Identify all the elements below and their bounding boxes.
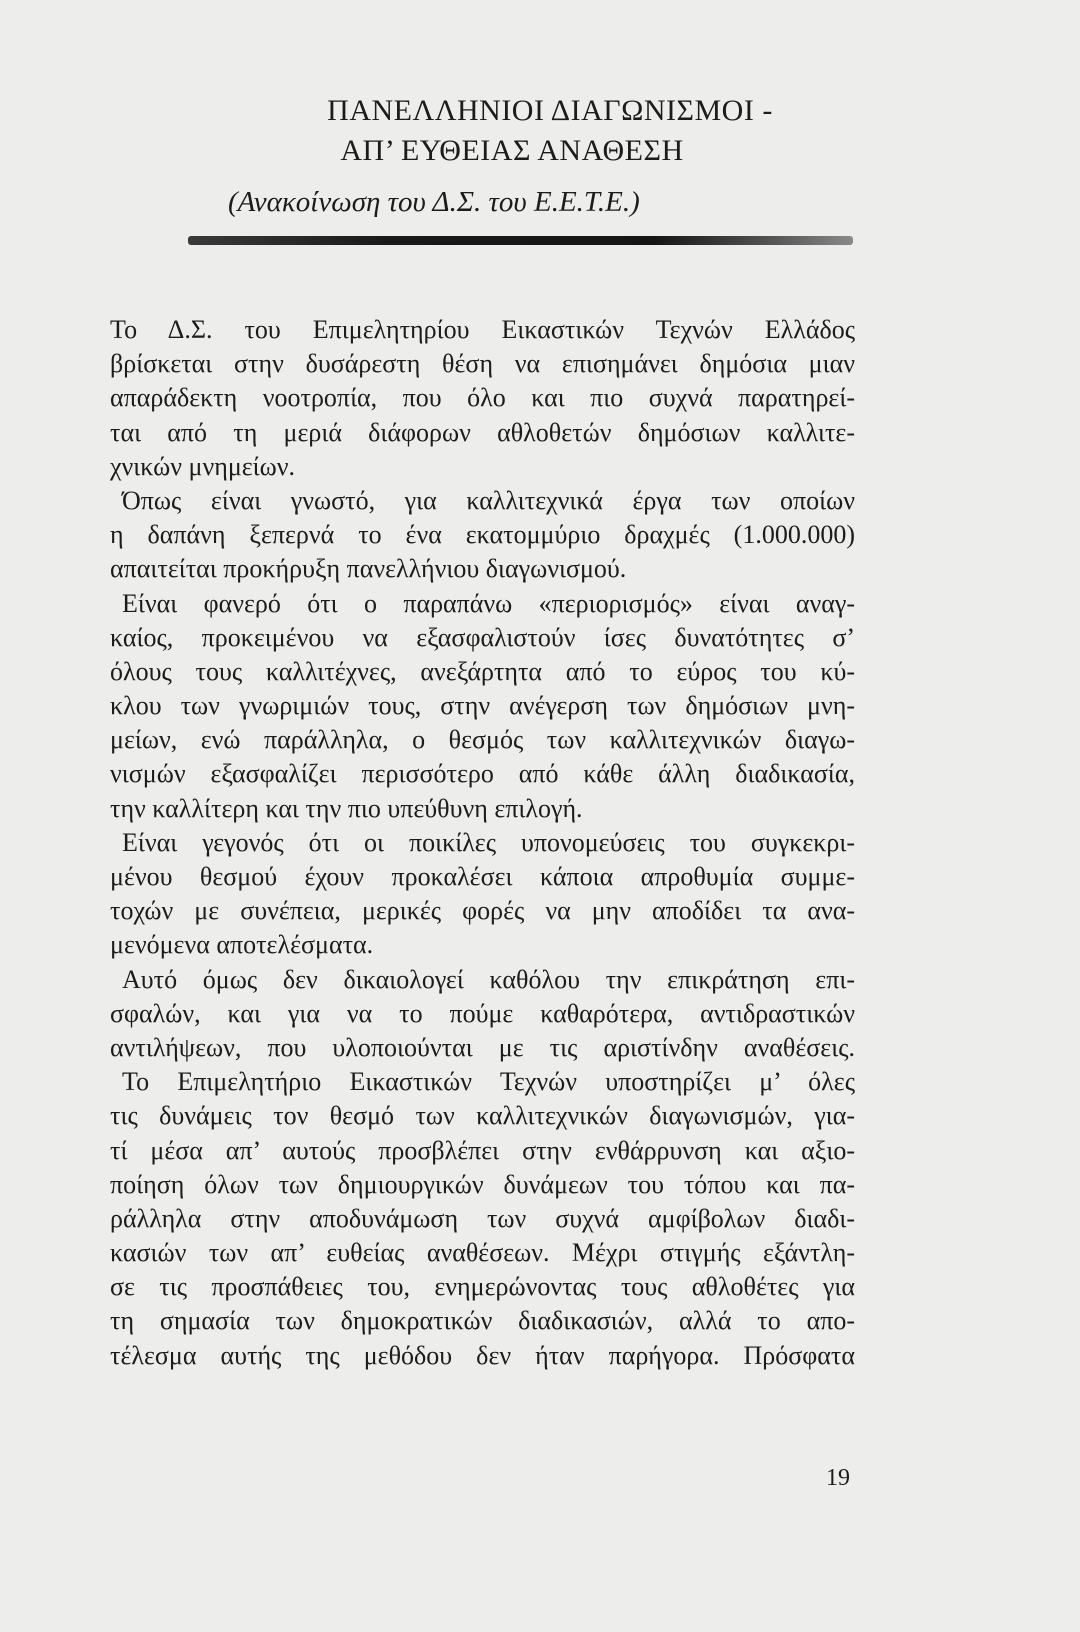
text-line: κλου των γνωριμιών τους, στην ανέγερση των δημόσιων μνη-: [110, 691, 855, 721]
text-line: Είναι φανερό ότι ο παραπάνω «περιορισμός» είναι αναγ-: [122, 588, 855, 618]
text-line: χνικών μνημείων.: [110, 451, 296, 481]
title-line-2: ΑΠ’ ΕΥΘΕΙΑΣ ΑΝΑΘΕΣΗ: [340, 134, 684, 167]
text-line: όλους τους καλλιτέχνες, ανεξάρτητα από το εύρος του κύ-: [110, 656, 855, 686]
text-line: μένου θεσμού έχουν προκαλέσει κάποια απροθυμία συμμε-: [110, 862, 855, 891]
text-line: απαράδεκτη νοοτροπία, που όλο και πιο συχνά παρατηρεί-: [110, 383, 855, 413]
text-line: καίος, προκειμένου να εξασφαλιστούν ίσες δυνατότητες σ’: [110, 622, 855, 652]
text-line: ποίηση όλων των δημιουργικών δυνάμεων του τόπου και πα-: [110, 1169, 855, 1199]
page-number: 19: [826, 1465, 850, 1491]
text-line: κασιών των απ’ ευθείας αναθέσεων. Μέχρι στιγμής εξάντλη-: [110, 1238, 855, 1268]
text-line: βρίσκεται στην δυσάρεστη θέση να επισημάνει δημόσια μιαν: [110, 349, 855, 379]
text-line: η δαπάνη ξεπερνά το ένα εκατομμύριο δραχμές (1.000.000): [110, 520, 855, 550]
text-line: τί μέσα απ’ αυτούς προσβλέπει στην ενθάρρυνση και αξιο-: [110, 1135, 855, 1165]
subtitle: (Ανακοίνωση του Δ.Σ. του Ε.Ε.Τ.Ε.): [228, 186, 640, 218]
text-line: τοχών με συνέπεια, μερικές φορές να μην αποδίδει τα ανα-: [110, 896, 855, 926]
text-line: Το Δ.Σ. του Επιμελητηρίου Εικαστικών Τεχνών Ελλάδος: [110, 315, 855, 344]
text-line: Το Επιμελητήριο Εικαστικών Τεχνών υποστηρίζει μ’ όλες: [122, 1067, 855, 1097]
text-line: μενόμενα αποτελέσματα.: [110, 930, 374, 960]
text-line: Είναι γεγονός ότι οι ποικίλες υπονομεύσεις του συγκεκρι-: [122, 827, 855, 857]
text-line: Αυτό όμως δεν δικαιολογεί καθόλου την επικράτηση επι-: [122, 964, 855, 994]
text-line: τη σημασία των δημοκρατικών διαδικασιών, αλλά το απο-: [110, 1306, 855, 1336]
divider-rule: [188, 236, 853, 245]
text-line: μείων, ενώ παράλληλα, ο θεσμός των καλλιτεχνικών διαγω-: [110, 725, 855, 755]
text-line: νισμών εξασφαλίζει περισσότερο από κάθε άλλη διαδικασία,: [110, 759, 855, 789]
text-line: σφαλών, και για να το πούμε καθαρότερα, αντιδραστικών: [110, 998, 855, 1028]
text-line: ται από τη μεριά διάφορων αθλοθετών δημόσιων καλλιτε-: [110, 417, 855, 447]
text-line: απαιτείται προκήρυξη πανελλήνιου διαγωνισμού.: [110, 554, 627, 584]
title-line-1: ΠΑΝΕΛΛΗΝΙΟΙ ΔΙΑΓΩΝΙΣΜΟΙ -: [327, 94, 773, 127]
text-line: ράλληλα στην αποδυνάμωση των συχνά αμφίβολων διαδι-: [110, 1203, 855, 1233]
text-line: τέλεσμα αυτής της μεθόδου δεν ήταν παρήγορα. Πρόσφατα: [110, 1340, 855, 1370]
text-line: Όπως είναι γνωστό, για καλλιτεχνικά έργα των οποίων: [122, 485, 855, 515]
text-line: τις δυνάμεις τον θεσμό των καλλιτεχνικών διαγωνισμών, για-: [110, 1101, 855, 1131]
text-line: την καλλίτερη και την πιο υπεύθυνη επιλογή.: [110, 793, 583, 823]
body-text: [110, 313, 855, 1373]
text-line: αντιλήψεων, που υλοποιούνται με τις αριστίνδην αναθέσεις.: [110, 1032, 855, 1062]
text-line: σε τις προσπάθειες του, ενημερώνοντας τους αθλοθέτες για: [110, 1272, 855, 1302]
